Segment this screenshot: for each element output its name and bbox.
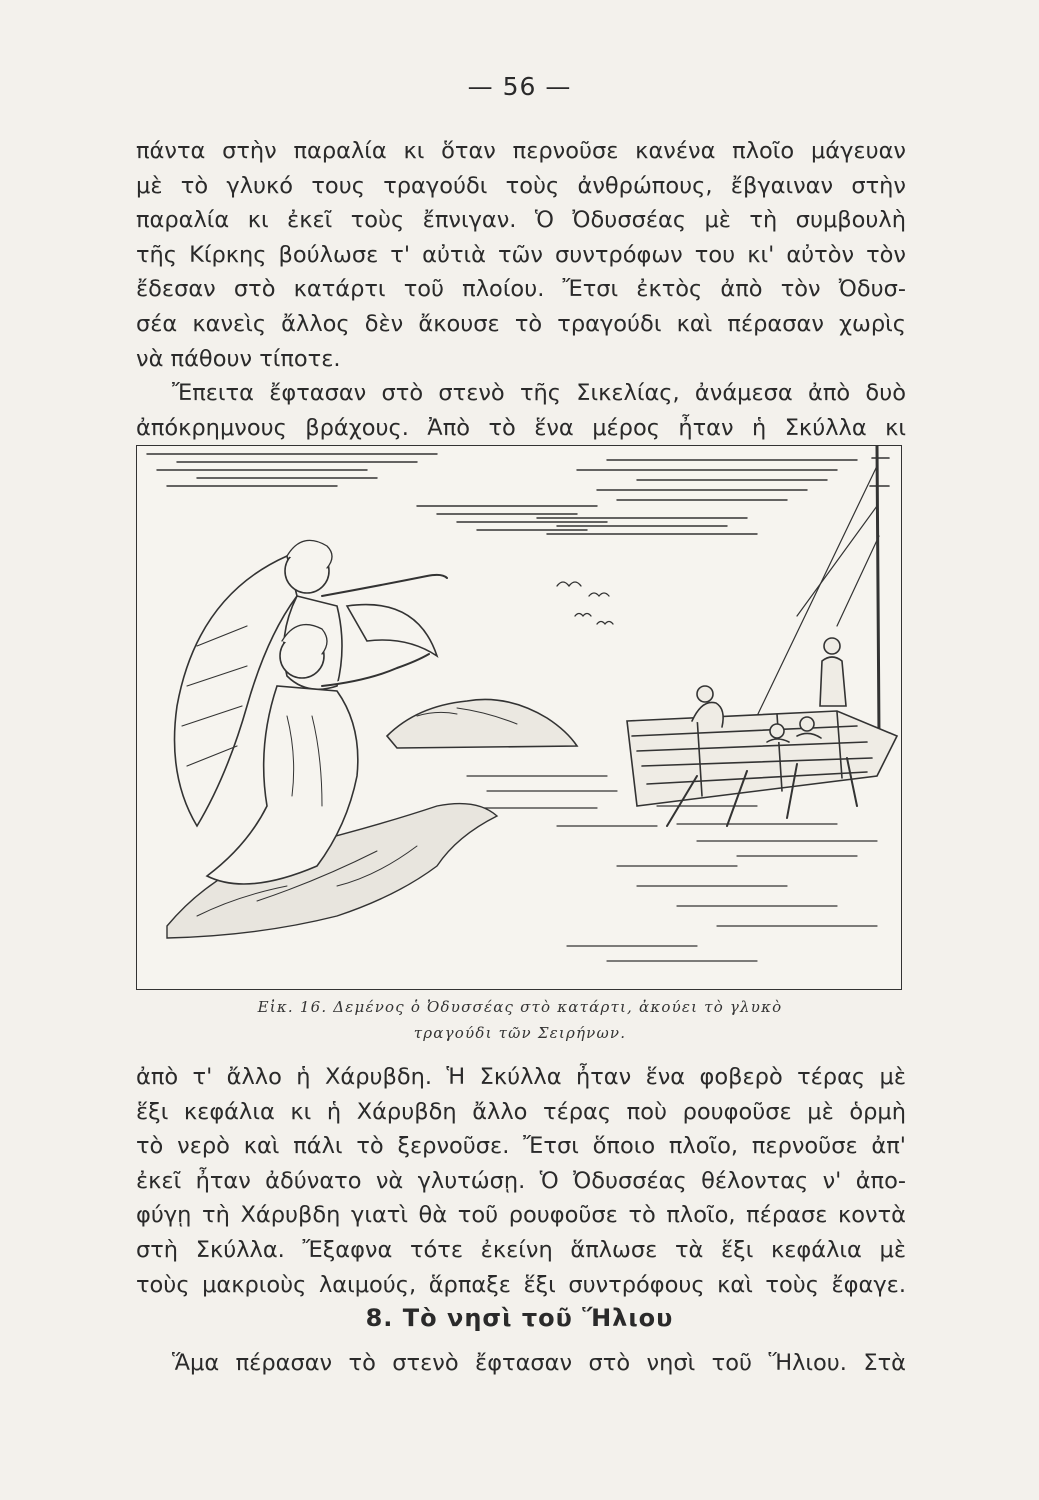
- birds-icon: [557, 582, 613, 624]
- text-line: σέα κανεὶς ἄλλος δὲν ἄκουσε τὸ τραγούδι καὶ πέρασαν χωρὶς: [136, 310, 906, 337]
- text-line: πάντα στὴν παραλία κι ὅταν περνοῦσε κανένα πλοῖο μάγευαν: [136, 138, 906, 164]
- sky-lines: [147, 454, 857, 534]
- text-line: παραλία κι ἐκεῖ τοὺς ἔπνιγαν. Ὁ Ὀδυσσέας μὲ τὴ συμβουλὴ: [136, 207, 906, 234]
- section-heading: 8. Τὸ νησὶ τοῦ Ἥλιου: [365, 1304, 674, 1332]
- text-line: ἀπὸ τ' ἄλλο ἡ Χάρυβδη. Ἡ Σκύλλα ἦταν ἕνα φοβερὸ τέρας μὲ: [136, 1064, 906, 1090]
- text-line: τοὺς μακριοὺς λαιμούς, ἅρπαξε ἕξι συντρόφους καὶ τοὺς ἔφαγε.: [136, 1271, 906, 1298]
- text-line: ἕξι κεφάλια κι ἡ Χάρυβδη ἄλλο τέρας ποὺ ρουφοῦσε μὲ ὁρμὴ: [136, 1098, 906, 1125]
- text-line: τὸ νερὸ καὶ πάλι τὸ ξερνοῦσε. Ἔτσι ὅποιο πλοῖο, περνοῦσε ἀπ': [136, 1133, 906, 1160]
- text-line: ἐκεῖ ἦταν ἀδύνατο νὰ γλυτώσῃ. Ὁ Ὀδυσσέας θέλοντας ν' ἀπο-: [136, 1167, 906, 1194]
- illustration-sirens: [136, 445, 902, 990]
- text-line: Ἅμα πέρασαν τὸ στενὸ ἔφτασαν στὸ νησὶ τοῦ Ἥλιου. Στὰ: [172, 1350, 906, 1376]
- text-line: φύγῃ τὴ Χάρυβδη γιατὶ θὰ τοῦ ρουφοῦσε τὸ πλοῖο, πέρασε κοντὰ: [136, 1202, 906, 1229]
- paragraph-scylla-charybdis: [136, 1060, 906, 1302]
- text-line: ἀπόκρημνους βράχους. Ἀπὸ τὸ ἕνα μέρος ἦταν ἡ Σκύλλα κι: [136, 414, 906, 441]
- text-line: νὰ πάθουν τίποτε.: [136, 345, 341, 372]
- text-line: στὴ Σκύλλα. Ἔξαφνα τότε ἐκείνη ἅπλωσε τὰ ἕξι κεφάλια μὲ: [136, 1236, 906, 1263]
- page-number: — 56 —: [467, 72, 572, 101]
- text-line: μὲ τὸ γλυκό τους τραγούδι τοὺς ἀνθρώπους, ἔβγαιναν στὴν: [136, 172, 906, 199]
- text-line: ἔδεσαν στὸ κατάρτι τοῦ πλοίου. Ἔτσι ἐκτὸς ἀπὸ τὸν Ὀδυσ-: [136, 276, 906, 303]
- text-line: τῆς Κίρκης βούλωσε τ' αὐτιὰ τῶν συντρόφων του κι' αὐτὸν τὸν: [136, 241, 906, 268]
- figure-caption: τραγούδι τῶν Σειρήνων.: [413, 1024, 627, 1042]
- ship-hull: [627, 711, 897, 806]
- paragraph-odysseus-sirens: [136, 134, 906, 445]
- figure-caption: Εἰκ. 16. Δεμένος ὁ Ὀδυσσέας στὸ κατάρτι, ἀκούει τὸ γλυκὸ: [257, 998, 783, 1016]
- text-line: Ἔπειτα ἔφτασαν στὸ στενὸ τῆς Σικελίας, ἀνάμεσα ἀπὸ δυὸ: [172, 380, 906, 407]
- paragraph-island-of-sun: [136, 1346, 906, 1381]
- island: [387, 699, 577, 748]
